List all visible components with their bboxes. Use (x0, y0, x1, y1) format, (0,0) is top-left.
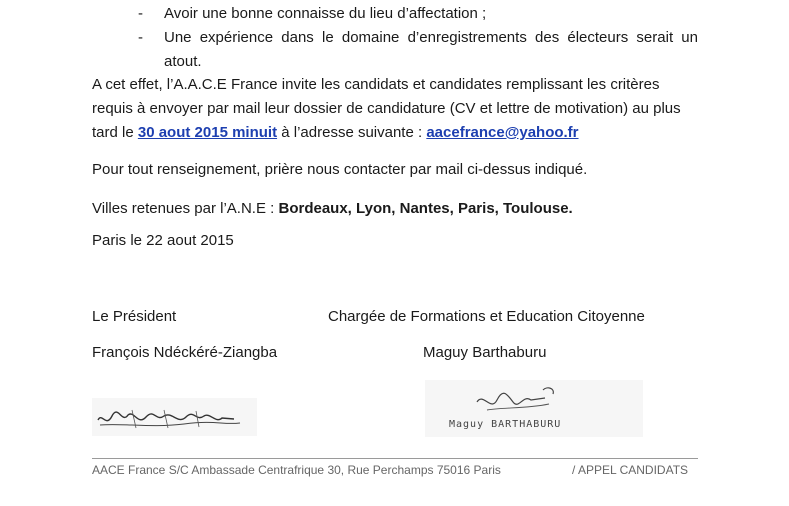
footer-address: AACE France S/C Ambassade Centrafrique 30, Rue Perchamps 75016 Paris (92, 463, 501, 477)
president-title: Le Président (92, 308, 177, 325)
contact-paragraph: Pour tout renseignement, prière nous contacter par mail ci-dessus indiqué. (92, 161, 588, 178)
requirements-list (138, 2, 698, 74)
bullet-dash: - (138, 29, 143, 46)
charge-signature (425, 380, 643, 437)
charge-title: Chargée de Formations et Education Citoyenne (328, 308, 645, 325)
application-text: A cet effet, l’A.A.C.E France invite les candidats et candidates remplissant les critères requis à envoyer par mail leur dossier de candidature (CV et lettre de motivation) au plus tard le (92, 76, 681, 141)
email-link[interactable]: aacefrance@yahoo.fr (426, 124, 579, 141)
list-item (138, 26, 698, 74)
footer-rule (92, 458, 698, 459)
address-intro-text: à l’adresse suivante : (277, 124, 427, 141)
list-item-text: Une expérience dans le domaine d’enregistrements des électeurs serait un atout. (164, 29, 698, 70)
cities-list: Bordeaux, Lyon, Nantes, Paris, Toulouse. (278, 200, 573, 217)
cities-paragraph (92, 197, 697, 221)
list-item (138, 2, 698, 26)
signature-scribble-left (92, 398, 257, 436)
list-item-text: Avoir une bonne connaisse du lieu d’affectation ; (164, 5, 487, 22)
bullet-dash: - (138, 5, 143, 22)
signature-right-text: Maguy BARTHABURU (449, 419, 562, 430)
application-paragraph (92, 73, 697, 145)
president-name: François Ndéckéré-Ziangba (92, 344, 278, 361)
deadline-link[interactable]: 30 aout 2015 minuit (137, 124, 278, 141)
president-signature (92, 398, 257, 436)
cities-label: Villes retenues par l’A.N.E : (92, 200, 279, 217)
footer-reference: / APPEL CANDIDATS (572, 463, 689, 477)
signature-scribble-right (425, 380, 643, 437)
charge-name: Maguy Barthaburu (423, 344, 547, 361)
date-line: Paris le 22 aout 2015 (92, 232, 234, 249)
